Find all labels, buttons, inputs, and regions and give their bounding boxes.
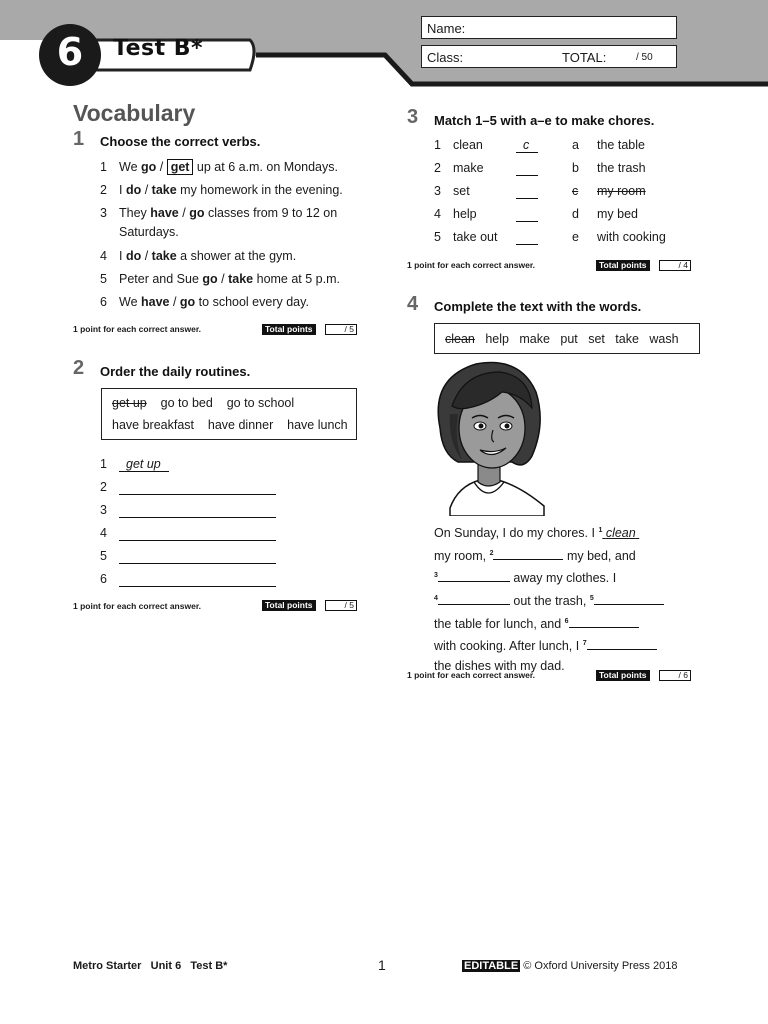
item-sep: / — [156, 160, 167, 174]
verb-option-a[interactable]: do — [125, 183, 142, 197]
ex2-points-label: Total points — [262, 600, 316, 611]
ex3-left-number: 1 — [434, 138, 441, 152]
ex2-word: have lunch — [287, 418, 348, 432]
item-text — [119, 181, 359, 200]
ex3-right-word: the table — [597, 138, 645, 152]
ex2-line-number: 6 — [100, 572, 107, 586]
ex3-answer-line[interactable] — [516, 198, 538, 199]
ex2-line-number: 4 — [100, 526, 107, 540]
ex1-points-value[interactable]: / 5 — [325, 324, 357, 335]
item-post: classes from 9 to 12 on Saturdays. — [119, 206, 338, 239]
item-number: 2 — [100, 183, 107, 197]
ex4-text: my room, — [434, 548, 490, 563]
item-number: 3 — [100, 206, 107, 220]
item-pre: They — [119, 206, 151, 220]
name-label: Name: — [427, 21, 466, 36]
ex4-word: put — [560, 332, 578, 346]
item-sep: / — [178, 206, 190, 220]
ex3-answer-line[interactable] — [516, 221, 538, 222]
ex2-answer-line[interactable] — [119, 540, 276, 541]
verb-option-b[interactable]: take — [228, 272, 254, 286]
verb-option-a[interactable]: do — [125, 249, 142, 263]
item-post: a shower at the gym. — [176, 249, 297, 263]
ex3-right-letter: a — [572, 138, 579, 152]
ex3-right-word: my room — [597, 184, 646, 198]
ex4-points-value[interactable]: / 6 — [659, 670, 691, 681]
item-post: to school every day. — [195, 295, 309, 309]
page-number: 1 — [378, 957, 386, 973]
ex2-word: go to bed — [160, 396, 213, 410]
verb-option-b[interactable]: get — [167, 159, 194, 175]
gap-number: 6 — [564, 617, 569, 625]
ex3-title: Match 1–5 with a–e to make chores. — [434, 113, 655, 128]
ex2-points-value[interactable]: / 5 — [325, 600, 357, 611]
ex2-answer-line[interactable] — [119, 494, 276, 495]
ex2-number: 2 — [73, 357, 85, 379]
verb-option-b[interactable]: go — [179, 295, 196, 309]
ex2-word-box — [101, 388, 357, 440]
ex3-right-letter: b — [572, 161, 579, 175]
ex2-word: have dinner — [207, 418, 274, 432]
ex3-right-word: my bed — [597, 207, 638, 221]
class-field[interactable] — [421, 45, 677, 68]
ex3-answer-line[interactable] — [516, 244, 538, 245]
ex4-gap-5[interactable] — [594, 591, 664, 605]
ex3-left-number: 4 — [434, 207, 441, 221]
copyright-text: © Oxford University Press 2018 — [520, 960, 678, 972]
name-field[interactable] — [421, 16, 677, 39]
ex4-text: out the trash, — [509, 594, 590, 609]
ex1-points-label: Total points — [262, 324, 316, 335]
item-text — [119, 158, 359, 177]
ex4-word: help — [485, 332, 509, 346]
section-title: Vocabulary — [73, 100, 196, 126]
ex2-word: have breakfast — [112, 418, 194, 432]
ex2-answer-line[interactable] — [119, 586, 276, 587]
ex4-gap-3[interactable] — [438, 568, 510, 582]
ex2-title: Order the daily routines. — [100, 364, 251, 379]
ex3-right-word: with cooking — [597, 230, 666, 244]
ex4-number: 4 — [407, 293, 419, 315]
ex2-word: go to school — [226, 396, 295, 410]
ex4-word: set — [588, 332, 605, 346]
item-pre: We — [119, 160, 141, 174]
ex3-left-word: make — [453, 161, 484, 175]
ex2-line-number: 2 — [100, 480, 107, 494]
gap-number: 4 — [434, 594, 438, 602]
ex3-example-answer: c — [523, 138, 530, 152]
ex2-line-number: 5 — [100, 549, 107, 563]
item-sep: / — [169, 295, 180, 309]
item-number: 6 — [100, 295, 107, 309]
verb-option-a[interactable]: go — [141, 160, 157, 174]
item-number: 5 — [100, 272, 107, 286]
verb-option-a[interactable]: have — [141, 295, 170, 309]
ex3-right-letter: d — [572, 207, 579, 221]
item-text — [119, 293, 359, 312]
ex4-word: wash — [649, 332, 679, 346]
ex4-example-answer[interactable] — [602, 526, 639, 540]
item-pre: Peter and Sue — [119, 272, 203, 286]
ex3-left-word: clean — [453, 138, 483, 152]
ex4-text: my bed, and — [563, 548, 636, 563]
ex3-answer-line[interactable] — [516, 175, 538, 176]
ex3-points-note: 1 point for each correct answer. — [407, 260, 536, 270]
item-pre: We — [119, 295, 141, 309]
item-post: my homework in the evening. — [176, 183, 343, 197]
total-value: / 50 — [636, 52, 653, 63]
ex3-left-word: take out — [453, 230, 498, 244]
ex3-left-number: 2 — [434, 161, 441, 175]
item-text — [119, 247, 359, 266]
ex4-word-box — [434, 323, 700, 354]
ex4-gap-4[interactable] — [438, 591, 510, 605]
ex3-points-label: Total points — [596, 260, 650, 271]
gap-number: 3 — [434, 572, 438, 580]
ex4-gap-2[interactable] — [493, 546, 563, 560]
unit-number: 6 — [56, 30, 84, 74]
gap-number: 2 — [489, 549, 494, 557]
item-sep: / — [217, 272, 229, 286]
item-sep: / — [141, 183, 152, 197]
footer-title: Metro Starter Unit 6 Test B* — [73, 960, 228, 972]
ex2-points-note: 1 point for each correct answer. — [73, 601, 202, 611]
item-number: 1 — [100, 160, 107, 174]
verb-option-a[interactable]: have — [150, 206, 179, 220]
verb-option-b[interactable]: take — [151, 183, 177, 197]
ex1-number: 1 — [73, 128, 85, 150]
ex3-left-number: 3 — [434, 184, 441, 198]
ex4-gap-7[interactable] — [587, 636, 657, 650]
class-label: Class: — [427, 50, 464, 65]
ex4-text: away my clothes. I — [509, 571, 617, 586]
ex3-number: 3 — [407, 106, 419, 128]
gap-number: 5 — [589, 594, 594, 602]
item-text — [119, 204, 359, 242]
ex2-word: get up — [112, 396, 147, 410]
ex4-text: with cooking. After lunch, I — [434, 639, 583, 654]
item-post: home at 5 p.m. — [253, 272, 340, 286]
ex1-points-note: 1 point for each correct answer. — [73, 324, 202, 334]
ex3-points-value[interactable]: / 4 — [659, 260, 691, 271]
ex3-right-word: the trash — [597, 161, 646, 175]
ex1-title: Choose the correct verbs. — [100, 134, 261, 149]
ex3-left-word: set — [453, 184, 470, 198]
item-post: up at 6 a.m. on Mondays. — [193, 160, 338, 174]
ex4-text: the table for lunch, and — [434, 616, 565, 631]
ex4-text: the dishes with my dad. — [434, 658, 565, 673]
ex4-example-word: clean — [605, 526, 636, 541]
item-pre: I — [119, 183, 126, 197]
ex4-word: make — [519, 332, 550, 346]
ex3-left-word: help — [453, 207, 477, 221]
ex3-left-number: 5 — [434, 230, 441, 244]
item-sep: / — [141, 249, 152, 263]
item-text — [119, 270, 359, 289]
editable-badge: EDITABLE — [464, 960, 519, 972]
ex4-word: take — [615, 332, 639, 346]
item-number: 4 — [100, 249, 107, 263]
ex4-gap-6[interactable] — [569, 614, 639, 628]
footer-copyright — [462, 960, 677, 972]
ex4-points-label: Total points — [596, 670, 650, 681]
verb-option-a[interactable]: go — [202, 272, 218, 286]
ex2-line-number: 1 — [100, 457, 107, 471]
ex4-title: Complete the text with the words. — [434, 299, 642, 314]
gap-number: 1 — [598, 527, 603, 534]
ex4-word: clean — [445, 332, 475, 346]
ex2-answer-line[interactable] — [119, 563, 276, 564]
verb-option-b[interactable]: go — [189, 206, 205, 220]
test-title: Test B* — [113, 36, 204, 61]
ex4-paragraph — [434, 521, 674, 676]
verb-option-b[interactable]: take — [151, 249, 177, 263]
gap-number: 7 — [582, 640, 587, 648]
ex3-right-letter: e — [572, 230, 579, 244]
ex4-text: On Sunday, I do my chores. I — [434, 526, 599, 541]
ex4-points-note: 1 point for each correct answer. — [407, 670, 536, 680]
ex2-example-answer: get up — [126, 457, 161, 471]
girl-illustration — [428, 358, 548, 516]
ex2-line-number: 3 — [100, 503, 107, 517]
ex2-answer-line[interactable] — [119, 517, 276, 518]
ex3-right-letter: c — [572, 184, 579, 198]
total-label: TOTAL: — [562, 50, 607, 65]
item-pre: I — [119, 249, 126, 263]
